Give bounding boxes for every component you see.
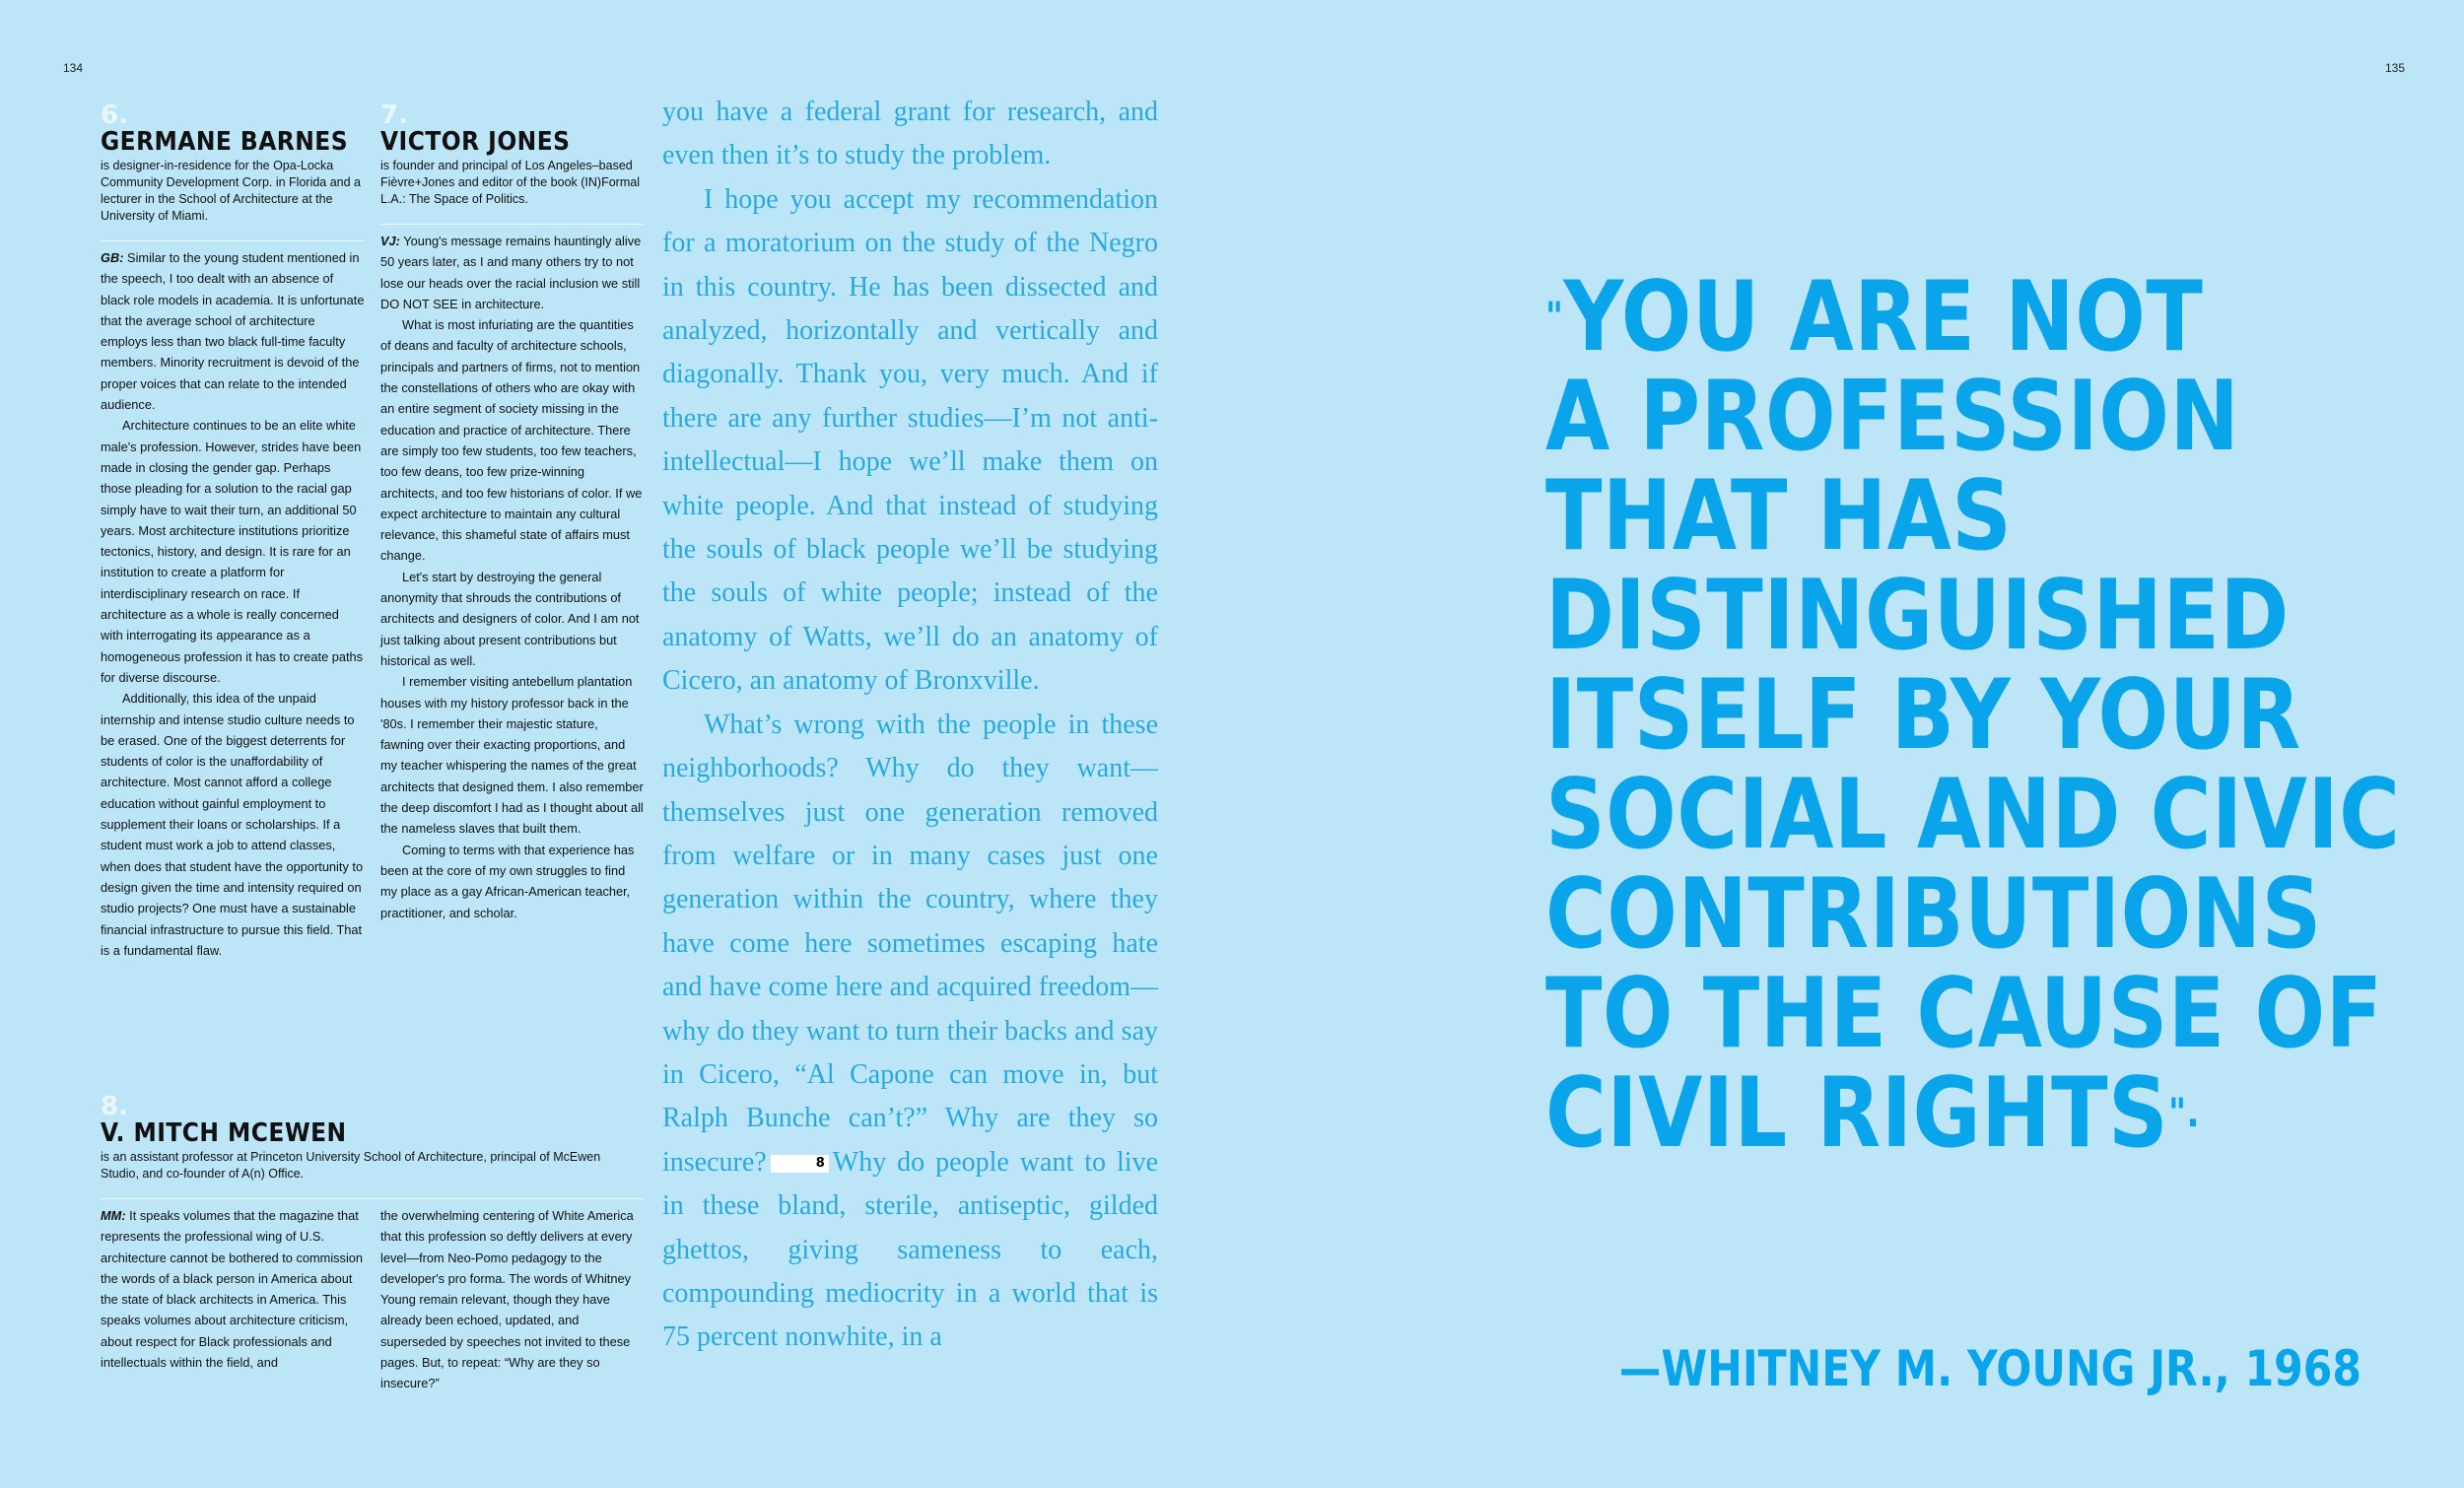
paragraph: the overwhelming centering of White America that this profession so deftly delivers at every level—from Neo-Pomo pedagogy to the developer's pro forma. The words of Whitney Young remain relevant, though they have already been echoed, updated, and superseded by speeches not invited to these pages. But, to repeat: “Why are they so insecure?” [380,1208,634,1391]
quote-attribution: —WHITNEY M. YOUNG JR., 1968 [1618,1340,2361,1397]
speech-excerpt [662,91,1158,1360]
text-column-left [101,1205,365,1394]
contributor-number: 8. [101,1092,128,1121]
speech-text: What’s wrong with the people in these neighborhoods? Why do they want—themselves just one generation removed from welfare or in many cases just one generation within the country, where they have come here sometimes escaping hate and have come here and acquired freedom—why do they want to turn their backs and say in Cicero, “Al Capone can move in, but Ralph Bunche can’t?” Why are they so insecure? [662,709,1158,1178]
quote-line: YOU ARE NOT [1563,261,2204,373]
page-number-left: 134 [63,61,84,75]
contributor-name: VICTOR JONES [380,127,571,157]
contributor-bio: is founder and principal of Los Angeles–based Fièvre+Jones and editor of the book (IN)Formal L.A.: The Space of Politics. [380,159,640,206]
paragraph: Coming to terms with that experience has been at the core of my own struggles to find my place as a gay African-American teacher, practitioner, and scholar. [380,842,635,920]
footnote-marker: 8 [771,1155,829,1173]
divider [101,240,365,241]
paragraph: What is most infuriating are the quantities of deans and faculty of architecture schools, principals and partners of firms, not to mention the constellations of others who are okay with an entire segment of society missing in the education and practice of architecture. There are simply too few students, too few teachers, too few deans, too few prize-winning architects, and too few historians of color. If we expect architecture to maintain any cultural relevance, this shameful state of affairs must change. [380,317,643,564]
contributor-name: V. MITCH MCEWEN [101,1118,347,1148]
paragraph: Young's message remains hauntingly alive 50 years later, as I and many others try to not lose our heads over the racial inclusion we still DO NOT SEE in architecture. [380,234,642,311]
paragraph: Let's start by destroying the general anonymity that shrouds the contributions of architects and designers of color. And I am not just talking about present contributions but historical as well. [380,569,640,668]
contributor-text [101,247,365,961]
quote-line: SOCIAL AND CIVIC [1545,759,2401,871]
contributor-text [101,1205,645,1394]
page-number-right: 135 [2385,61,2406,75]
paragraph: It speaks volumes that the magazine that represents the professional wing of U.S. architecture cannot be bothered to commission the words of a black person in America about the state of black architects in America. This speaks volumes about architecture criticism, about respect for Black professionals and intellectuals within the field, and [101,1208,364,1371]
quote-line: DISTINGUISHED [1545,560,2290,672]
quote-line: THAT HAS [1545,460,2013,573]
contributor-number: 6. [101,101,128,130]
contributor-text [380,231,645,923]
quote-line: ITSELF BY YOUR [1545,659,2301,772]
quote-line: CIVIL RIGHTS [1545,1057,2169,1170]
initials: VJ: [380,234,400,248]
initials: MM: [101,1208,126,1223]
paragraph: Architecture continues to be an elite white male's profession. However, strides have been made in closing the gender gap. Perhaps those pleading for a solution to the racial gap simply have to wait their turn, an additional 50 years. Most architecture institutions prioritize tectonics, history, and design. It is rare for an institution to create a platform for interdisciplinary research on race. If architecture as a whole is really concerned with interrogating its appearance as a homogeneous profession it has to create paths for diverse discourse. [101,418,364,685]
quote-line: A PROFESSION [1545,361,2240,473]
paragraph: I remember visiting antebellum plantation houses with my history professor back in the '80s. I remember their majestic stature, fawning over their exacting proportions, and my teacher whispering the names of the great architects that designed them. I also remember the deep discomfort I had as I thought about all the nameless slaves that built them. [380,674,644,837]
paragraph: Additionally, this idea of the unpaid internship and intense studio culture needs to be erased. One of the biggest deterrents for students of color is the unaffordability of architecture. Most cannot afford a college education without gainful employment to supplement their loans or scholarships. If a student must work a job to attend classes, when does that student have the opportunity to design given the time and intensity required on studio projects? One must have a sustainable financial infrastructure to pursue this field. That is a fundamental flaw. [101,691,364,958]
speech-paragraph: I hope you accept my recommendation for a moratorium on the study of the Negro in this country. He has been dissected and analyzed, horizontally and vertically and diagonally. Thank you, very much. And if there are any further studies—I’m not anti-intellectual—I hope we’ll make them on white people. And that instead of studying the souls of black people we’ll be studying the souls of white people; instead of the anatomy of Watts, we’ll do an anatomy of Cicero, an anatomy of Bronxville. [662,183,1158,697]
contributor-bio: is an assistant professor at Princeton University School of Architecture, principal of McEwen Studio, and co-founder of A(n) Office. [101,1150,601,1181]
speech-text: Why do people want to live in these bland, sterile, antiseptic, gilded ghettos, giving sameness to each, compounding mediocrity in a world that is 75 percent nonwhite, in a [662,1146,1158,1353]
contributor-bio: is designer-in-residence for the Opa-Locka Community Development Corp. in Florida and a lecturer in the School of Architecture at the University of Miami. [101,159,362,223]
divider [101,1198,645,1199]
contributor-victor-jones [380,102,645,923]
divider [380,224,645,225]
contributor-number: 7. [380,101,408,130]
speech-paragraph [662,704,1158,1360]
quote-line: CONTRIBUTIONS [1545,858,2322,971]
initials: GB: [101,250,124,265]
contributor-germane-barnes [101,102,365,961]
contributor-name: GERMANE BARNES [101,127,349,157]
paragraph: Similar to the young student mentioned in the speech, I too dealt with an absence of black role models in academia. It is unfortunate that the average school of architecture employs less than two black full-time faculty members. Minority recruitment is devoid of the proper voices that can relate to the intended audience. [101,250,365,413]
open-quote-mark: " [1545,295,1564,340]
speech-paragraph: you have a federal grant for research, and even then it’s to study the problem. [662,97,1158,171]
pull-quote [1545,261,2401,1170]
contributor-mitch-mcewen [101,1094,645,1394]
close-quote-mark: ". [2168,1091,2201,1136]
text-column-right [380,1205,645,1394]
quote-line: TO THE CAUSE OF [1545,958,2383,1070]
